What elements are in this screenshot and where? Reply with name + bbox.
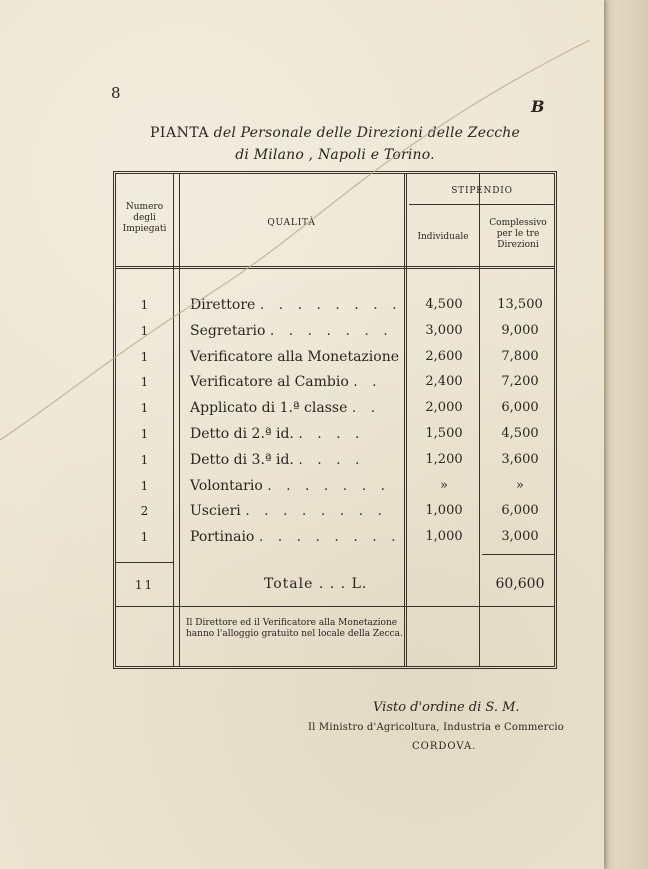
row-numero: 2 [140,504,149,519]
row-individuale: 1,500 [425,426,463,441]
row-individuale: 2,400 [425,374,463,390]
row-qualita-label: Verificatore alla Monetazione [190,348,400,365]
row-complessivo: 13,500 [497,297,543,312]
row-numero: 1 [140,530,149,545]
page-number: 8 [111,84,121,102]
column-rule [404,174,407,666]
row-qualita [190,473,390,499]
note-rule [116,606,554,607]
row-qualita-label: Uscieri [190,503,241,520]
row-individuale: » [440,477,448,493]
row-complessivo: 4,500 [501,426,539,441]
row-individuale: 2,000 [425,400,463,416]
row-complessivo: 3,000 [501,529,539,545]
title-line1: del Personale delle Direzioni delle Zecche [213,125,520,141]
row-qualita [190,524,401,550]
row-qualita-label: Segretario [190,322,266,339]
header-qualita: QUALITÀ [267,218,316,228]
row-numero: 1 [140,375,149,390]
row-complessivo: 6,000 [501,503,539,519]
row-individuale: 1,000 [425,529,463,545]
row-complessivo: 3,600 [501,451,539,467]
leader-dots: . . . . . . . [269,322,393,339]
total-rule [482,554,554,555]
table-note: Il Direttore ed il Verificatore alla Monetazione hanno l'alloggio gratuito nel locale della Zecca. [186,618,403,639]
row-qualita-label: Portinaio [190,529,255,546]
row-qualita [190,421,365,447]
row-individuale: 4,500 [425,297,463,312]
row-complessivo: » [516,477,524,493]
row-qualita-label: Volontario [190,477,263,494]
minister-line: Il Ministro d'Agricoltura, Industria e Commercio [308,722,565,733]
title-line2: di Milano , Napoli e Torino. [235,147,435,163]
header-rule [116,266,554,269]
row-numero: 1 [140,478,149,493]
total-label: Totale . . . L. [264,576,368,592]
row-qualita [190,318,393,344]
leader-dots: . . . . . . . [267,477,391,494]
row-complessivo: 6,000 [501,400,539,416]
row-individuale: 3,000 [425,322,463,338]
row-qualita-label: Detto di 3.ª id. [190,451,294,468]
header-individuale: Individuale [417,232,469,242]
row-individuale: 1,000 [425,503,463,519]
row-individuale: 1,200 [425,451,463,467]
visto-line: Visto d'ordine di S. M. [373,700,520,715]
personnel-table [113,171,557,669]
row-qualita [190,344,399,370]
leader-dots: . . [353,374,382,391]
row-numero: 1 [140,349,149,364]
row-qualita [190,447,365,473]
page-title [140,122,530,166]
leader-dots: . . . . . . . . [245,503,387,520]
row-numero: 1 [140,452,149,467]
header-stipendio: STIPENDIO [451,186,513,196]
stipendio-rule [409,204,555,205]
adjacent-page-edge [600,0,648,869]
row-qualita-label: Direttore [190,297,256,313]
row-qualita-label: Detto di 2.ª id. [190,426,294,442]
row-individuale: 2,600 [425,348,463,364]
row-complessivo: 7,200 [501,374,539,390]
row-numero: 1 [140,401,149,416]
row-qualita-label: Verificatore al Cambio [190,374,349,391]
signature-mark: B [531,97,545,116]
row-numero: 1 [140,427,149,441]
leader-dots: . . . . [298,426,365,442]
leader-dots: . . . . . . . . [259,297,402,313]
total-rule [116,562,173,563]
column-rule [179,174,180,666]
row-numero: 1 [140,323,149,338]
total-numero: 11 [134,578,155,592]
leader-dots: . . . . . . . . [258,529,401,546]
row-qualita-label: Applicato di 1.ª classe [190,400,348,417]
row-numero: 1 [140,298,149,312]
header-numero: Numero degli Impiegati [122,202,167,234]
column-rule [173,174,174,666]
row-qualita [190,498,387,524]
leader-dots: . . [351,400,381,417]
row-qualita [190,369,382,395]
leader-dots: . . . . [298,451,365,468]
row-qualita [190,292,402,318]
total-complessivo: 60,600 [495,576,545,592]
row-complessivo: 9,000 [501,322,539,338]
row-qualita [190,395,380,421]
signature-name: CORDOVA. [412,741,477,752]
row-complessivo: 7,800 [501,348,539,364]
header-complessivo: Complessivo per le tre Direzioni [489,218,547,250]
title-lead: PIANTA [150,125,210,141]
